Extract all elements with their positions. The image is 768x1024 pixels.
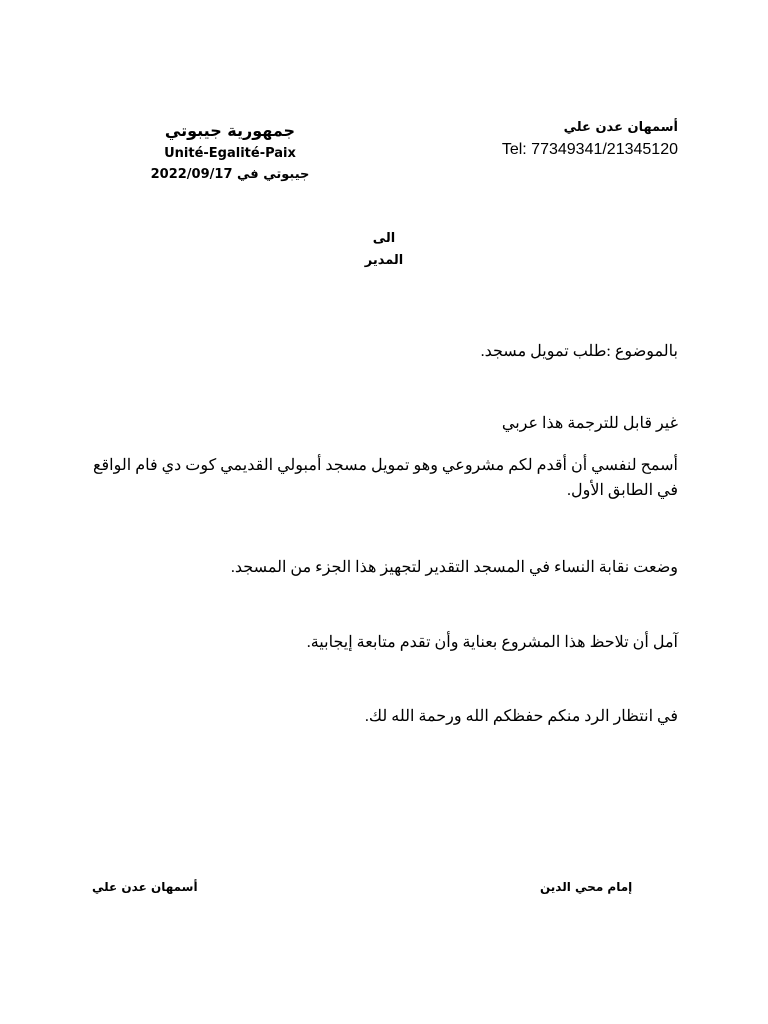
recipient-to: الى (372, 231, 396, 246)
closing-paragraph: في انتظار الرد منكم حفظكم الله ورحمة الله لك. (364, 708, 678, 725)
recipient-title: المدير (364, 253, 404, 268)
republic-header (120, 118, 340, 186)
recipient-block (284, 228, 484, 272)
place-date: جيبوتي في 2022/09/17 (150, 167, 310, 182)
signature-sender: أسمهان عدن علي (92, 880, 198, 894)
intro-paragraph-line-1: أسمح لنفسي أن أقدم لكم مشروعي وهو تمويل مسجد أمبولي القديمي كوت دي فام الواقع (93, 457, 678, 474)
republic-title: جمهورية جيبوتي (164, 121, 296, 140)
sender-telephone: Tel: 77349341/21345120 (501, 141, 678, 158)
hope-paragraph: آمل أن تلاحظ هذا المشروع بعناية وأن تقدم متابعة إيجابية. (306, 634, 678, 651)
translation-note: غير قابل للترجمة هذا عربي (501, 415, 678, 432)
sender-name: أسمهان عدن علي (563, 120, 678, 135)
intro-paragraph-line-2: في الطابق الأول. (566, 482, 678, 499)
union-paragraph: وضعت نقابة النساء في المسجد التقدير لتجهيز هذا الجزء من المسجد. (230, 559, 678, 576)
letter-subject: بالموضوع :طلب تمويل مسجد. (480, 343, 678, 360)
signature-imam: إمام محي الدين (540, 880, 633, 894)
republic-motto: Unité-Egalité-Paix (164, 146, 296, 161)
